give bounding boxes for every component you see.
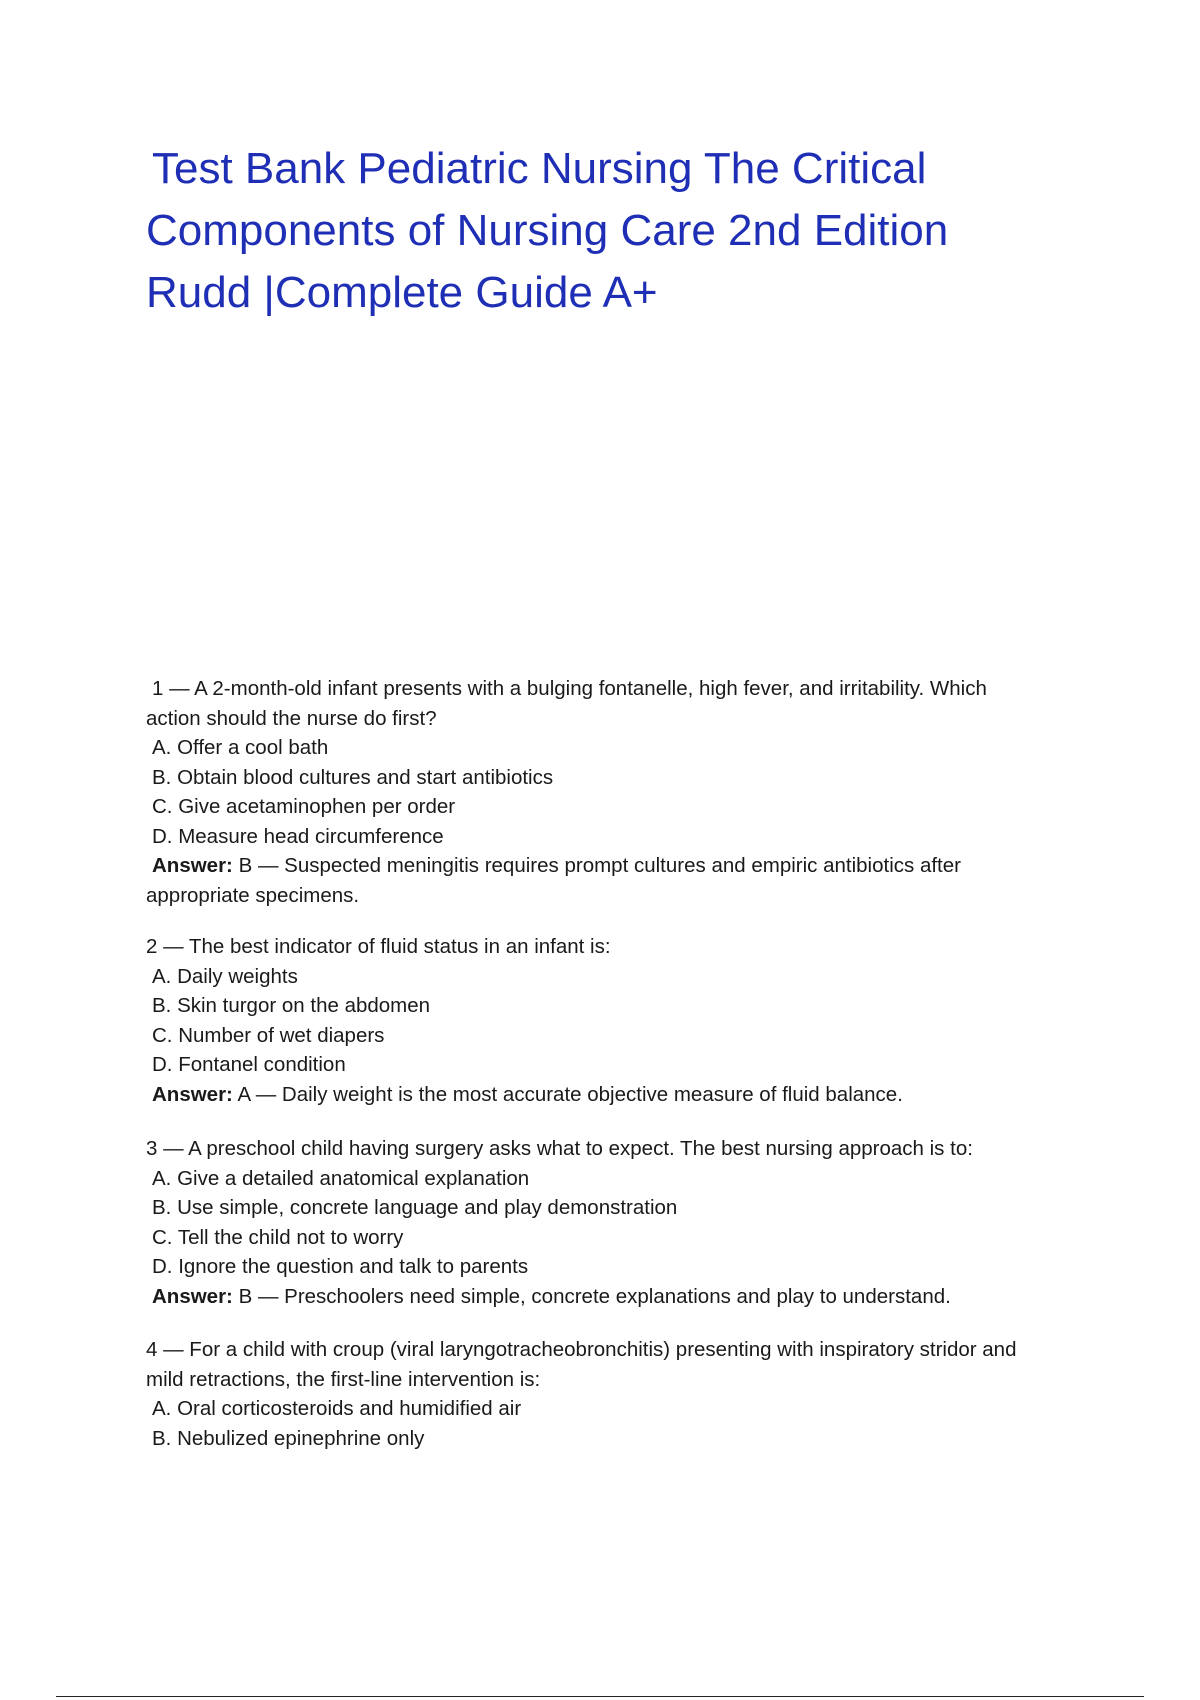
question-1 xyxy=(146,674,1096,910)
answer-option: B. Nebulized epinephrine only xyxy=(152,1426,425,1450)
footer-divider xyxy=(56,1696,1144,1697)
answer-label: Answer: xyxy=(152,1082,233,1106)
question-4 xyxy=(146,1335,1096,1453)
answer-option: C. Tell the child not to worry xyxy=(152,1225,404,1249)
question-stem: 4 — For a child with croup (viral laryngotracheobronchitis) presenting with inspiratory stridor and xyxy=(146,1338,1017,1361)
question-3 xyxy=(146,1134,1096,1311)
answer-option: D. Fontanel condition xyxy=(152,1053,346,1076)
answer-option: A. Oral corticosteroids and humidified air xyxy=(152,1397,522,1420)
answer-option: D. Ignore the question and talk to parents xyxy=(152,1255,529,1278)
answer-option: C. Number of wet diapers xyxy=(152,1023,385,1047)
answer-option: A. Offer a cool bath xyxy=(152,736,329,759)
answer-text: B — Suspected meningitis requires prompt cultures and empiric antibiotics after xyxy=(232,854,961,877)
answer-option: B. Obtain blood cultures and start antibiotics xyxy=(152,765,554,789)
title-line: Components of Nursing Care 2nd Edition xyxy=(146,206,949,255)
answer-option: A. Daily weights xyxy=(152,964,298,988)
answer-line xyxy=(146,1282,1096,1312)
question-stem: mild retractions, the first-line intervention is: xyxy=(146,1367,541,1391)
answer-text: B — Preschoolers need simple, concrete explanations and play to understand. xyxy=(232,1284,951,1308)
question-stem: 1 — A 2-month-old infant presents with a bulging fontanelle, high fever, and irritability. Which xyxy=(152,677,987,700)
question-2 xyxy=(146,932,1096,1109)
answer-label: Answer: xyxy=(152,1284,233,1308)
answer-text-continued: appropriate specimens. xyxy=(146,883,360,907)
answer-text: A — Daily weight is the most accurate objective measure of fluid balance. xyxy=(232,1082,903,1106)
answer-line xyxy=(146,851,1096,881)
answer-label: Answer: xyxy=(152,854,233,877)
answer-option: B. Skin turgor on the abdomen xyxy=(152,994,431,1017)
answer-line xyxy=(146,1080,1096,1110)
answer-option: D. Measure head circumference xyxy=(152,824,444,848)
answer-option: B. Use simple, concrete language and play demonstration xyxy=(152,1196,678,1219)
question-stem: 3 — A preschool child having surgery asks what to expect. The best nursing approach is to: xyxy=(146,1137,973,1160)
title-line: Rudd |Complete Guide A+ xyxy=(146,268,658,317)
document-title xyxy=(146,138,1046,324)
question-stem: action should the nurse do first? xyxy=(146,706,437,730)
title-line: Test Bank Pediatric Nursing The Critical xyxy=(152,144,927,193)
answer-option: C. Give acetaminophen per order xyxy=(152,795,456,818)
question-stem: 2 — The best indicator of fluid status in an infant is: xyxy=(146,935,611,958)
answer-option: A. Give a detailed anatomical explanation xyxy=(152,1166,530,1190)
